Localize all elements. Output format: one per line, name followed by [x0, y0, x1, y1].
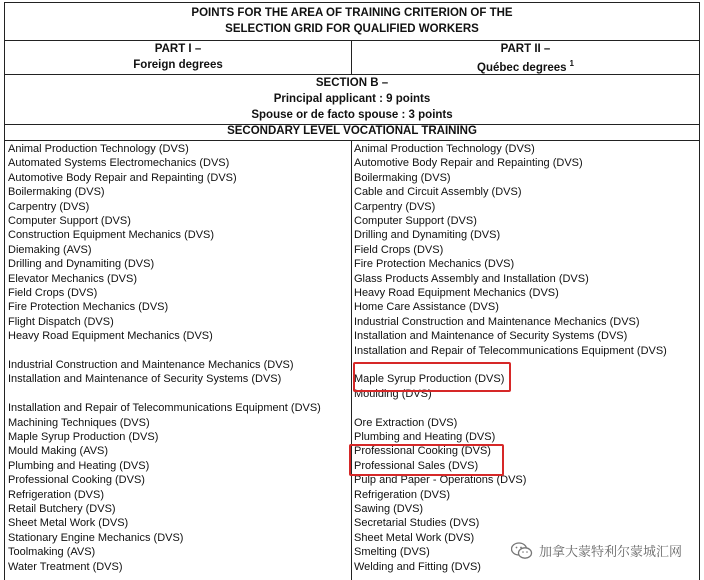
degree-item: Sheet Metal Work (DVS): [8, 517, 129, 530]
degree-item: Professional Sales (DVS): [354, 459, 479, 472]
part-2-subtitle-text: Québec degrees: [477, 61, 567, 74]
degree-item: Heavy Road Equipment Mechanics (DVS): [354, 287, 559, 299]
wechat-icon: [511, 542, 533, 560]
spouse-points: Spouse or de facto spouse : 3 points: [251, 109, 453, 121]
degree-item: Automated Systems Electromechanics (DVS): [8, 157, 230, 170]
watermark: [511, 541, 682, 560]
degree-item: Boilermaking (DVS): [354, 171, 451, 184]
degree-item: Carpentry (DVS): [354, 200, 436, 213]
degree-item: Automotive Body Repair and Repainting (DVS): [354, 157, 583, 170]
title-line-1: POINTS FOR THE AREA OF TRAINING CRITERION OF THE: [191, 7, 513, 19]
degree-item: Pulp and Paper - Operations (DVS): [354, 474, 527, 487]
degree-item: Water Treatment (DVS): [8, 560, 123, 573]
degree-item: Industrial Construction and Maintenance Mechanics (DVS): [354, 315, 640, 328]
title-line-2: SELECTION GRID FOR QUALIFIED WORKERS: [225, 23, 479, 35]
degree-item: Installation and Repair of Telecommunications Equipment (DVS): [8, 402, 321, 415]
degree-item: Toolmaking (AVS): [8, 546, 96, 559]
body-column-divider: [351, 140, 352, 580]
degree-item: Refrigeration (DVS): [8, 488, 104, 501]
degree-item: Elevator Mechanics (DVS): [8, 272, 137, 285]
degree-item: Construction Equipment Mechanics (DVS): [8, 229, 215, 242]
degree-item: Home Care Assistance (DVS): [354, 301, 499, 314]
degree-item: Plumbing and Heating (DVS): [8, 459, 150, 472]
degree-item: Stationary Engine Mechanics (DVS): [8, 531, 184, 544]
highlight-professional: [349, 444, 504, 476]
degree-item: Field Crops (DVS): [354, 243, 444, 256]
degree-item: Diemaking (AVS): [8, 243, 92, 256]
degree-item: Plumbing and Heating (DVS): [354, 431, 496, 443]
degree-item: Installation and Maintenance of Security Systems (DVS): [354, 330, 628, 343]
degree-item: Sheet Metal Work (DVS): [354, 531, 475, 544]
degree-item: Mould Making (AVS): [8, 445, 109, 458]
subheading: SECONDARY LEVEL VOCATIONAL TRAINING: [227, 125, 477, 137]
degree-item: Machining Techniques (DVS): [8, 416, 150, 429]
degree-item: Fire Protection Mechanics (DVS): [354, 258, 515, 271]
subheading-row: [5, 124, 699, 141]
degree-item: Maple Syrup Production (DVS): [8, 431, 159, 443]
criterion-document: [4, 2, 700, 580]
degree-item: Automotive Body Repair and Repainting (DVS): [8, 171, 237, 184]
footnote-marker: 1: [569, 59, 574, 68]
degree-item: Moulding (DVS): [354, 387, 432, 400]
degree-item: Professional Cooking (DVS): [8, 474, 145, 487]
list-body: [5, 140, 699, 580]
degree-item: Industrial Construction and Maintenance Mechanics (DVS): [8, 359, 294, 371]
degree-item: Field Crops (DVS): [8, 287, 98, 299]
degree-item: Fire Protection Mechanics (DVS): [8, 301, 169, 314]
degree-item: Retail Butchery (DVS): [8, 503, 116, 515]
degree-item: Sawing (DVS): [354, 503, 424, 515]
degree-item: Carpentry (DVS): [8, 200, 90, 213]
part-1-label: PART I –: [154, 43, 202, 55]
degree-item: Installation and Repair of Telecommunications Equipment (DVS): [354, 344, 667, 357]
degree-item: Refrigeration (DVS): [354, 488, 450, 501]
document-title: [5, 2, 699, 41]
degree-item: Flight Dispatch (DVS): [8, 315, 114, 328]
degree-item: Animal Production Technology (DVS): [354, 143, 535, 155]
section-label: SECTION B –: [315, 77, 389, 89]
part-2-header: [352, 40, 699, 74]
part-2-label: PART II –: [500, 43, 551, 55]
degree-item: Animal Production Technology (DVS): [8, 143, 189, 155]
degree-item: Ore Extraction (DVS): [354, 416, 458, 429]
section-b-block: [5, 74, 699, 125]
degree-item: Drilling and Dynamiting (DVS): [354, 229, 501, 242]
watermark-text: 加拿大蒙特利尔蒙城汇网: [538, 544, 682, 559]
degree-item: Computer Support (DVS): [8, 215, 131, 227]
degree-item: Heavy Road Equipment Mechanics (DVS): [8, 330, 213, 343]
part-1-header: [5, 40, 351, 74]
degree-item: Maple Syrup Production (DVS): [354, 373, 505, 386]
degree-item: Welding and Fitting (DVS): [354, 560, 481, 573]
degree-item: Computer Support (DVS): [354, 215, 477, 227]
degree-item: Cable and Circuit Assembly (DVS): [354, 186, 522, 199]
part-header-row: [5, 40, 699, 75]
degree-item: Professional Cooking (DVS): [354, 445, 491, 458]
degree-item: Drilling and Dynamiting (DVS): [8, 258, 155, 271]
degree-item: Boilermaking (DVS): [8, 186, 105, 199]
degree-item: Installation and Maintenance of Security Systems (DVS): [8, 373, 282, 386]
degree-item: Secretarial Studies (DVS): [354, 517, 480, 530]
part-2-subtitle: [352, 59, 699, 74]
principal-applicant-points: Principal applicant : 9 points: [273, 93, 431, 105]
highlight-maple-syrup: [353, 362, 511, 392]
part-1-subtitle: Foreign degrees: [133, 59, 223, 71]
degree-item: Glass Products Assembly and Installation (DVS): [354, 272, 589, 285]
degree-item: Smelting (DVS): [354, 546, 430, 559]
